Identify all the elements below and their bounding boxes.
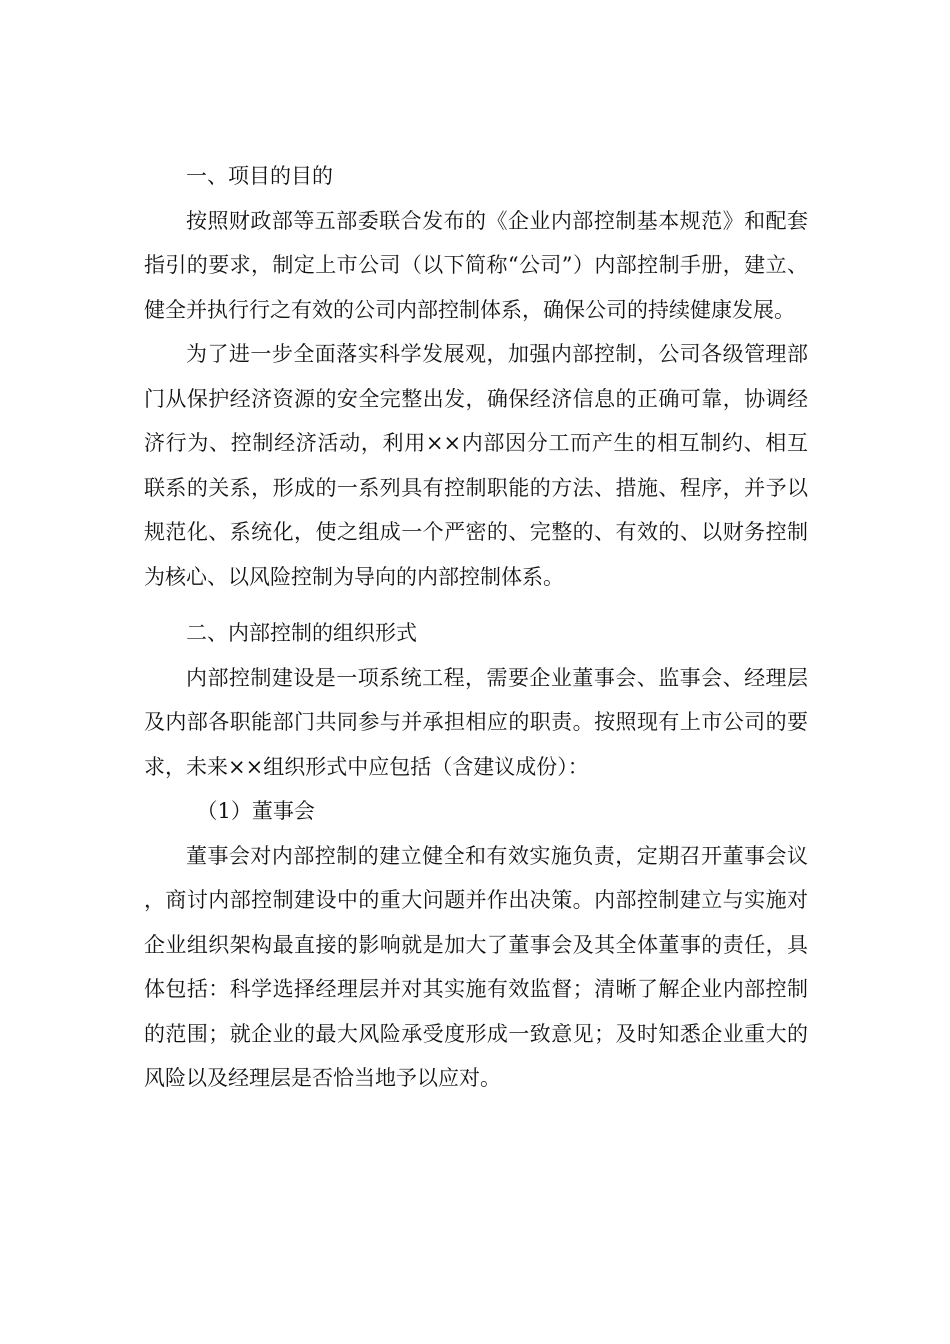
paragraph: 按照财政部等五部委联合发布的《企业内部控制基本规范》和配套指引的要求，制定上市公司（以下简称“公司”）内部控制手册，建立、健全并执行行之有效的公司内部控制体系，确保公司的持续健康发展。 <box>144 208 808 322</box>
section-heading-organization: 二、内部控制的组织形式 <box>186 621 417 645</box>
paragraph: 董事会对内部控制的建立健全和有效实施负责，定期召开董事会议，商讨内部控制建设中的重大问题并作出决策。内部控制建立与实施对企业组织架构最直接的影响就是加大了董事会及其全体董事的责任，具体包括：科学选择经理层并对其实施有效监督；清晰了解企业内部控制的范围；就企业的最大风险承受度形成一致意见；及时知悉企业重大的风险以及经理层是否恰当地予以应对。 <box>144 843 808 1090</box>
paragraph: 为了进一步全面落实科学发展观，加强内部控制，公司各级管理部门从保护经济资源的安全完整出发，确保经济信息的正确可靠，协调经济行为、控制经济活动，利用××内部因分工而产生的相互制约、相互联系的关系，形成的一系列具有控制职能的方法、措施、程序，并予以规范化、系统化，使之组成一个严密的、完整的、有效的、以财务控制为核心、以风险控制为导向的内部控制体系。 <box>144 342 808 589</box>
paragraph: 内部控制建设是一项系统工程，需要企业董事会、监事会、经理层及内部各职能部门共同参与并承担相应的职责。按照现有上市公司的要求，未来××组织形式中应包括（含建议成份）： <box>144 665 808 779</box>
section-heading-purpose: 一、项目的目的 <box>186 164 333 188</box>
subsection-heading-board: （1）董事会 <box>196 799 315 823</box>
document-body <box>144 154 808 1101</box>
